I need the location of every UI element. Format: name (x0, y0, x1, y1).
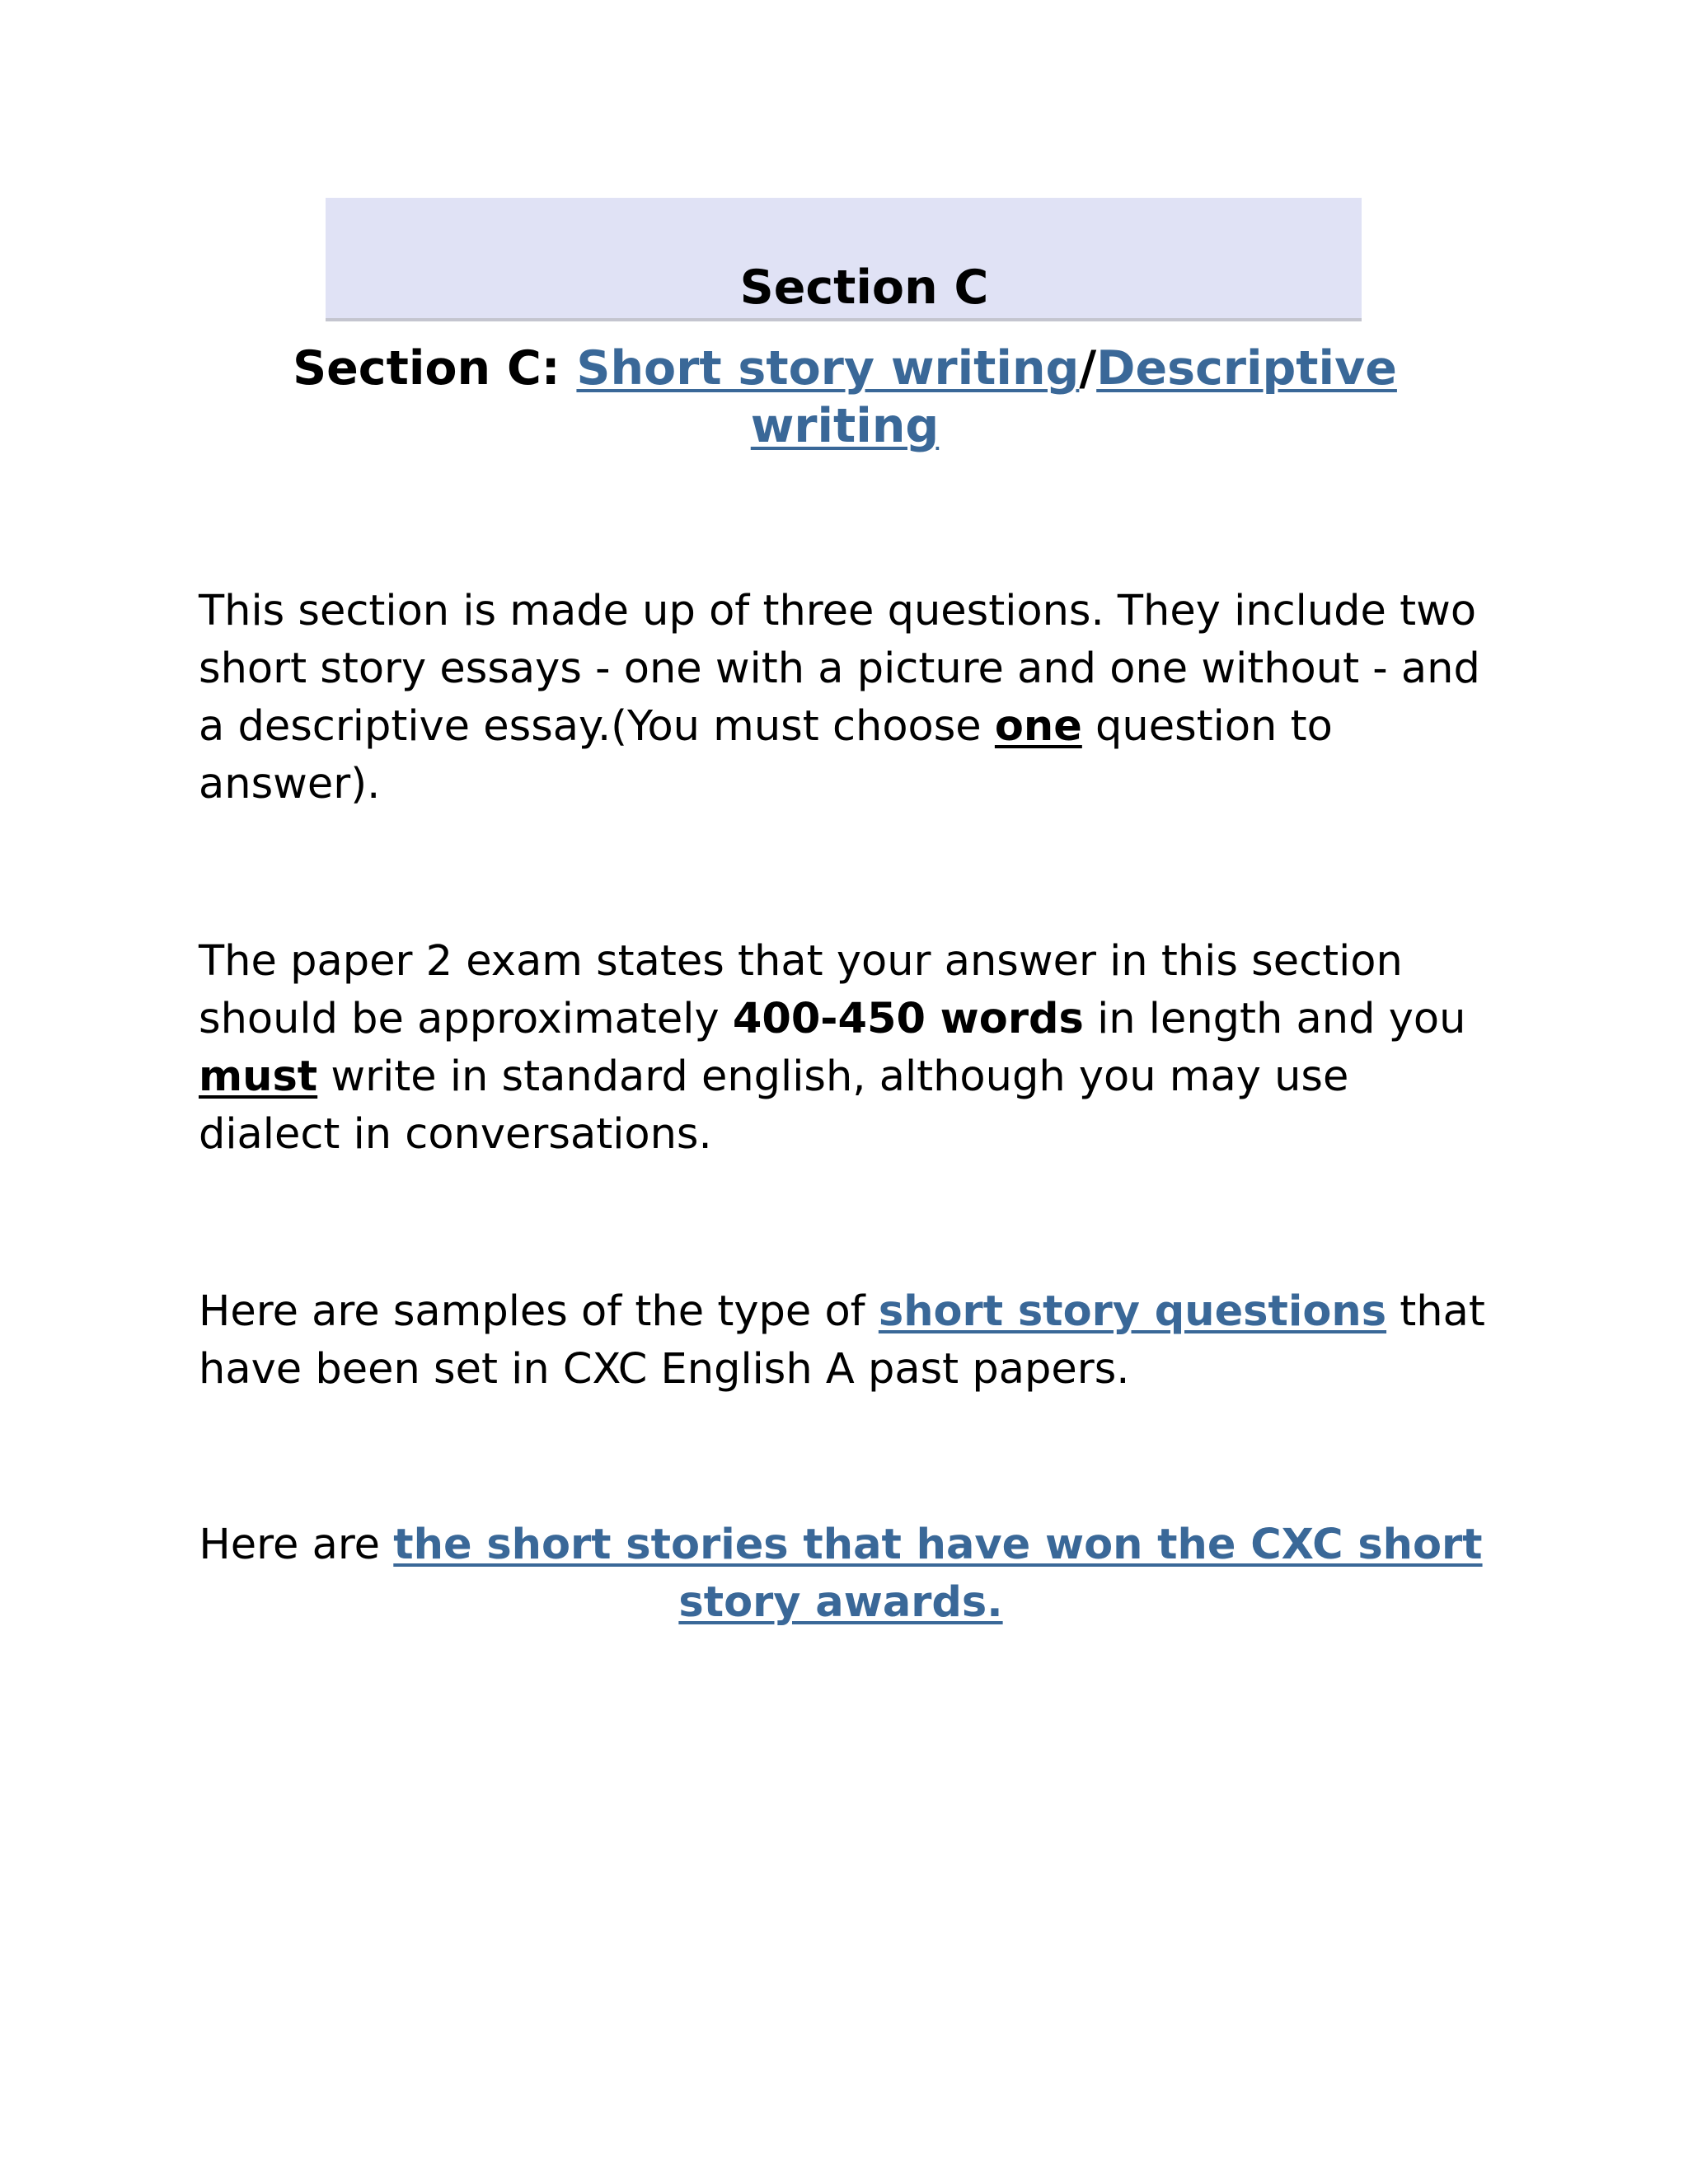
intro-paragraph (199, 583, 1501, 813)
section-header-box (326, 198, 1362, 321)
subtitle-separator: / (1079, 341, 1097, 396)
intro-text-a: This section is made up of three questions. They include two short story essays - one with a picture and one without - and a descriptive essay.(You must choose (199, 587, 1480, 751)
intro-emphasis: one (994, 702, 1082, 751)
short-story-questions-link[interactable]: short story questions (878, 1287, 1387, 1336)
short-story-writing-link[interactable]: Short story writing (576, 341, 1080, 396)
section-subtitle (247, 340, 1442, 455)
length-text-c: write in standard english, although you may use dialect in conversations. (199, 1052, 1349, 1159)
length-text-b: in length and you (1083, 995, 1466, 1043)
awards-text-a: Here are (199, 1521, 394, 1569)
subtitle-prefix: Section C: (293, 341, 577, 396)
descriptive-writing-link[interactable]: Descriptive writing (750, 341, 1397, 453)
intro-text-b: question to answer). (199, 702, 1333, 808)
awards-paragraph (165, 1516, 1517, 1632)
section-title: Section C (739, 260, 989, 315)
length-text-a: The paper 2 exam states that your answer in this section should be approximately (199, 937, 1403, 1043)
must-emphasis: must (199, 1052, 318, 1101)
length-paragraph (199, 933, 1501, 1164)
samples-text-b: that have been set in CXC English A past papers. (199, 1287, 1485, 1394)
samples-paragraph (199, 1283, 1501, 1399)
award-stories-link[interactable]: the short stories that have won the CXC short story awards. (393, 1521, 1483, 1627)
word-count-bold: 400-450 words (732, 995, 1084, 1043)
samples-text-a: Here are samples of the type of (199, 1287, 879, 1336)
